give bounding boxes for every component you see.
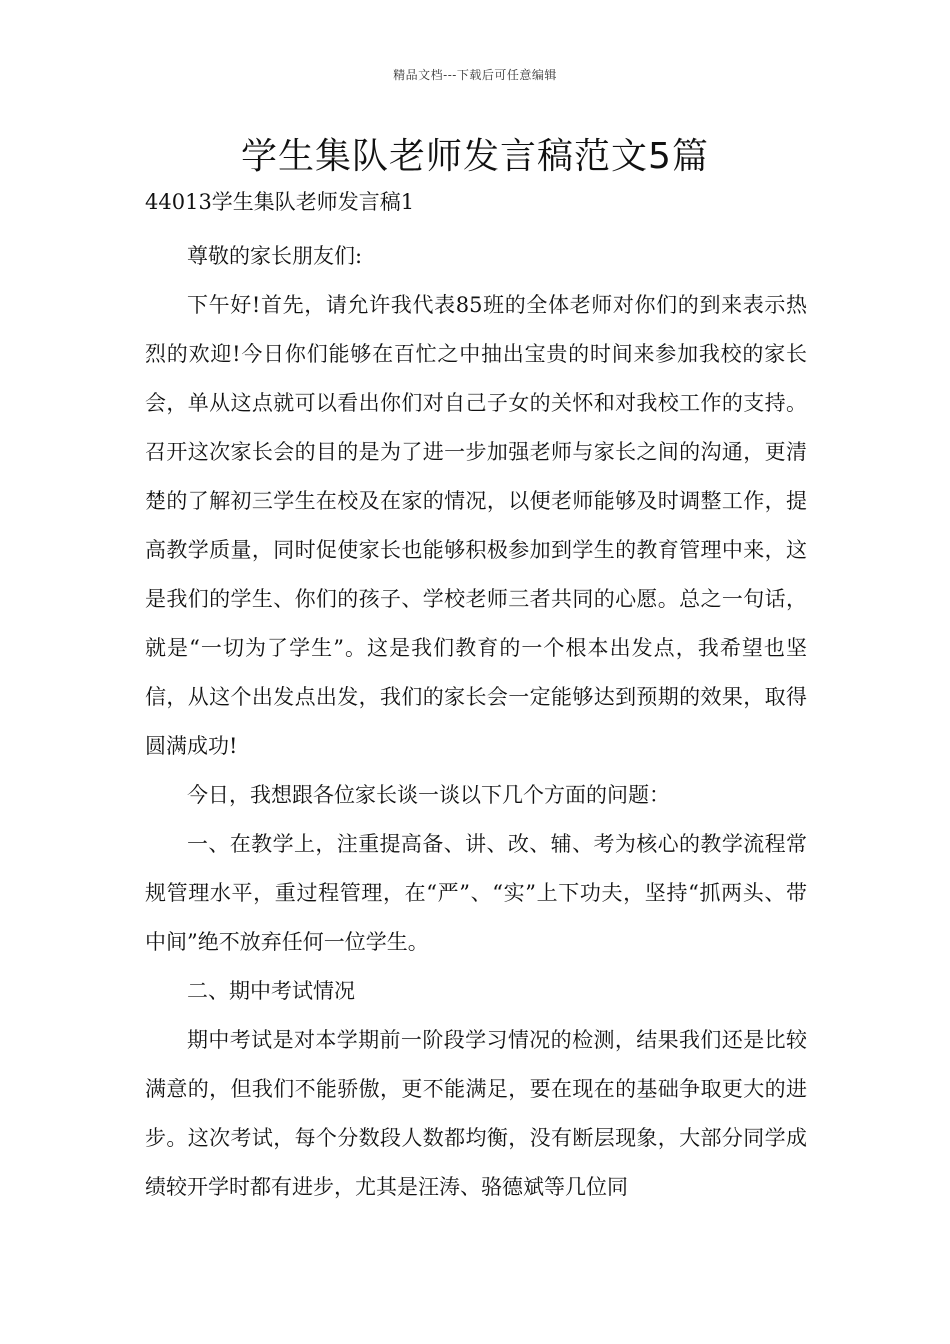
paragraph-welcome: 下午好!首先，请允许我代表85班的全体老师对你们的到来表示热烈的欢迎!今日你们能够在百忙之中抽出宝贵的时间来参加我校的家长会，单从这点就可以看出你们对自己子女的关怀和对我校工作的支持。召开这次家长会的目的是为了进一步加强老师与家长之间的沟通，更清楚的了解初三学生在校及在家的情况，以便老师能够及时调整工作，提高教学质量，同时促使家长也能够积极参加到学生的教育管理中来，这是我们的学生、你们的孩子、学校老师三者共同的心愿。总之一句话，就是“一切为了学生”。这是我们教育的一个根本出发点，我希望也坚信，从这个出发点出发，我们的家长会一定能够达到预期的效果，取得圆满成功! bbox=[145, 293, 807, 758]
paragraph-midterm-heading: 二、期中考试情况 bbox=[187, 979, 355, 1003]
paragraph-midterm: 期中考试是对本学期前一阶段学习情况的检测，结果我们还是比较满意的，但我们不能骄傲，更不能满足，要在现在的基础争取更大的进步。这次考试，每个分数段人数都均衡，没有断层现象，大部分同学成绩较开学时都有进步，尤其是汪涛、骆德斌等几位同 bbox=[145, 1028, 807, 1199]
header-note: 精品文档---下载后可任意编辑 bbox=[393, 68, 557, 82]
paragraph-intro-topics: 今日，我想跟各位家长谈一谈以下几个方面的问题： bbox=[187, 783, 670, 807]
document-subtitle: 44013学生集队老师发言稿1 bbox=[145, 190, 415, 214]
paragraph-teaching: 一、在教学上，注重提高备、讲、改、辅、考为核心的教学流程常规管理水平，重过程管理，在“严”、“实”上下功夫，坚持“抓两头、带中间”绝不放弃任何一位学生。 bbox=[145, 832, 807, 954]
paragraph-salutation: 尊敬的家长朋友们: bbox=[187, 244, 363, 268]
document-title: 学生集队老师发言稿范文5篇 bbox=[241, 136, 709, 177]
document-body bbox=[145, 232, 807, 1212]
